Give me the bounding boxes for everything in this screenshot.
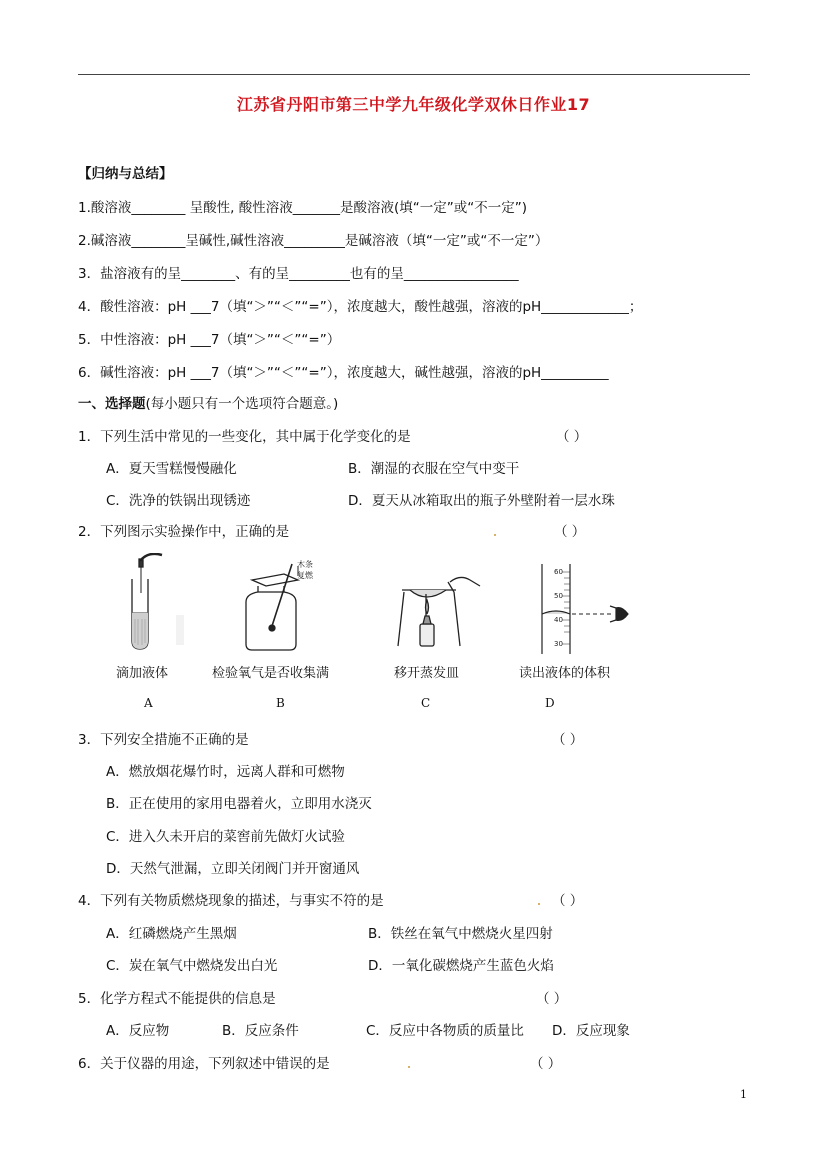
q6-answer-paren: （ ） — [530, 1056, 562, 1072]
stray-dot — [408, 1066, 410, 1068]
figure-c-evaporating-dish — [396, 570, 486, 654]
section-title: 一、选择题 — [78, 396, 146, 412]
figure-d-tick-50: 50 — [554, 592, 563, 600]
figure-b-label-line-1: 木条 — [297, 560, 313, 569]
figure-b-label-line-2: 复燃 — [297, 571, 313, 580]
q2-answer-paren: （ ） — [554, 524, 586, 540]
summary-line-5: 5．中性溶液：pH ___7（填“＞”“＜”“=”） — [78, 332, 341, 348]
q1-option-c: C．洗净的铁锅出现锈迹 — [106, 493, 251, 509]
q5-option-c: C．反应中各物质的质量比 — [366, 1023, 524, 1039]
q1-stem: 1．下列生活中常见的一些变化，其中属于化学变化的是 — [78, 429, 411, 445]
q5-stem: 5．化学方程式不能提供的信息是 — [78, 991, 276, 1007]
q1-option-a: A．夏天雪糕慢慢融化 — [106, 461, 237, 477]
q4-option-b: B．铁丝在氧气中燃烧火星四射 — [368, 926, 553, 942]
q4-stem: 4．下列有关物质燃烧现象的描述，与事实不符的是 — [78, 893, 384, 909]
figure-d-tick-30: 30 — [554, 640, 563, 648]
q4-option-c: C．炭在氧气中燃烧发出白光 — [106, 958, 278, 974]
q2-stem: 2．下列图示实验操作中，正确的是 — [78, 524, 290, 540]
q1-answer-paren: （ ） — [556, 429, 588, 445]
q1-option-d: D．夏天从冰箱取出的瓶子外壁附着一层水珠 — [348, 493, 615, 509]
section-note: (每小题只有一个选项符合题意。) — [145, 396, 339, 412]
q5-answer-paren: （ ） — [536, 991, 568, 1007]
figure-d-graduated-cylinder — [518, 562, 638, 656]
figure-c-caption: 移开蒸发皿 — [394, 666, 460, 681]
figure-d-tick-60: 60 — [554, 568, 563, 576]
summary-line-4: 4．酸性溶液：pH ___7（填“＞”“＜”“=”），浓度越大，酸性越强，溶液的pH_____________； — [78, 299, 643, 315]
figure-a-faint-shadow — [176, 615, 184, 645]
q4-option-d: D．一氧化碳燃烧产生蓝色火焰 — [368, 958, 554, 974]
summary-line-2: 2.碱溶液________呈碱性,碱性溶液_________是碱溶液（填“一定”或“不一定”） — [78, 233, 549, 249]
q6-stem: 6．关于仪器的用途，下列叙述中错误的是 — [78, 1056, 330, 1072]
stray-dot — [538, 903, 540, 905]
figure-a-caption: 滴加液体 — [116, 666, 169, 681]
page-number: 1 — [740, 1088, 747, 1101]
q3-option-d: D．天然气泄漏，立即关闭阀门并开窗通风 — [106, 861, 360, 877]
q3-option-b: B．正在使用的家用电器着火，立即用水浇灭 — [106, 796, 372, 812]
q3-option-a: A．燃放烟花爆竹时，远离人群和可燃物 — [106, 764, 345, 780]
q5-option-d: D．反应现象 — [552, 1023, 630, 1039]
q3-answer-paren: （ ） — [552, 732, 584, 748]
stray-dot — [494, 534, 496, 536]
figure-b-label — [293, 558, 319, 606]
header-rule — [78, 74, 750, 75]
q5-option-b: B．反应条件 — [222, 1023, 299, 1039]
summary-line-1: 1.酸溶液________ 呈酸性, 酸性溶液_______是酸溶液(填“一定”或“不一定”) — [78, 200, 528, 216]
summary-line-6: 6．碱性溶液：pH ___7（填“＞”“＜”“=”），浓度越大，碱性越强，溶液的pH__________ — [78, 365, 609, 381]
q3-stem: 3．下列安全措施不正确的是 — [78, 732, 249, 748]
summary-heading: 【归纳与总结】 — [78, 166, 173, 182]
figure-b-caption: 检验氧气是否收集满 — [212, 666, 330, 681]
figure-a-dropper-test-tube — [118, 553, 178, 651]
summary-line-3: 3．盐溶液有的呈________、有的呈_________也有的呈_________________ — [78, 266, 519, 282]
figure-a-letter: A — [144, 696, 153, 710]
figure-b-letter: B — [276, 696, 285, 710]
q4-answer-paren: （ ） — [552, 893, 584, 909]
figure-c-letter: C — [421, 696, 431, 710]
q5-option-a: A．反应物 — [106, 1023, 170, 1039]
q4-option-a: A．红磷燃烧产生黑烟 — [106, 926, 237, 942]
q1-option-b: B．潮湿的衣服在空气中变干 — [348, 461, 520, 477]
figure-d-tick-40: 40 — [554, 616, 563, 624]
section-heading — [78, 392, 338, 412]
figure-d-caption: 读出液体的体积 — [519, 666, 611, 681]
q3-option-c: C．进入久未开启的菜窖前先做灯火试验 — [106, 829, 345, 845]
page-title: 江苏省丹阳市第三中学九年级化学双休日作业17 — [236, 95, 591, 114]
figure-d-letter: D — [545, 696, 555, 710]
